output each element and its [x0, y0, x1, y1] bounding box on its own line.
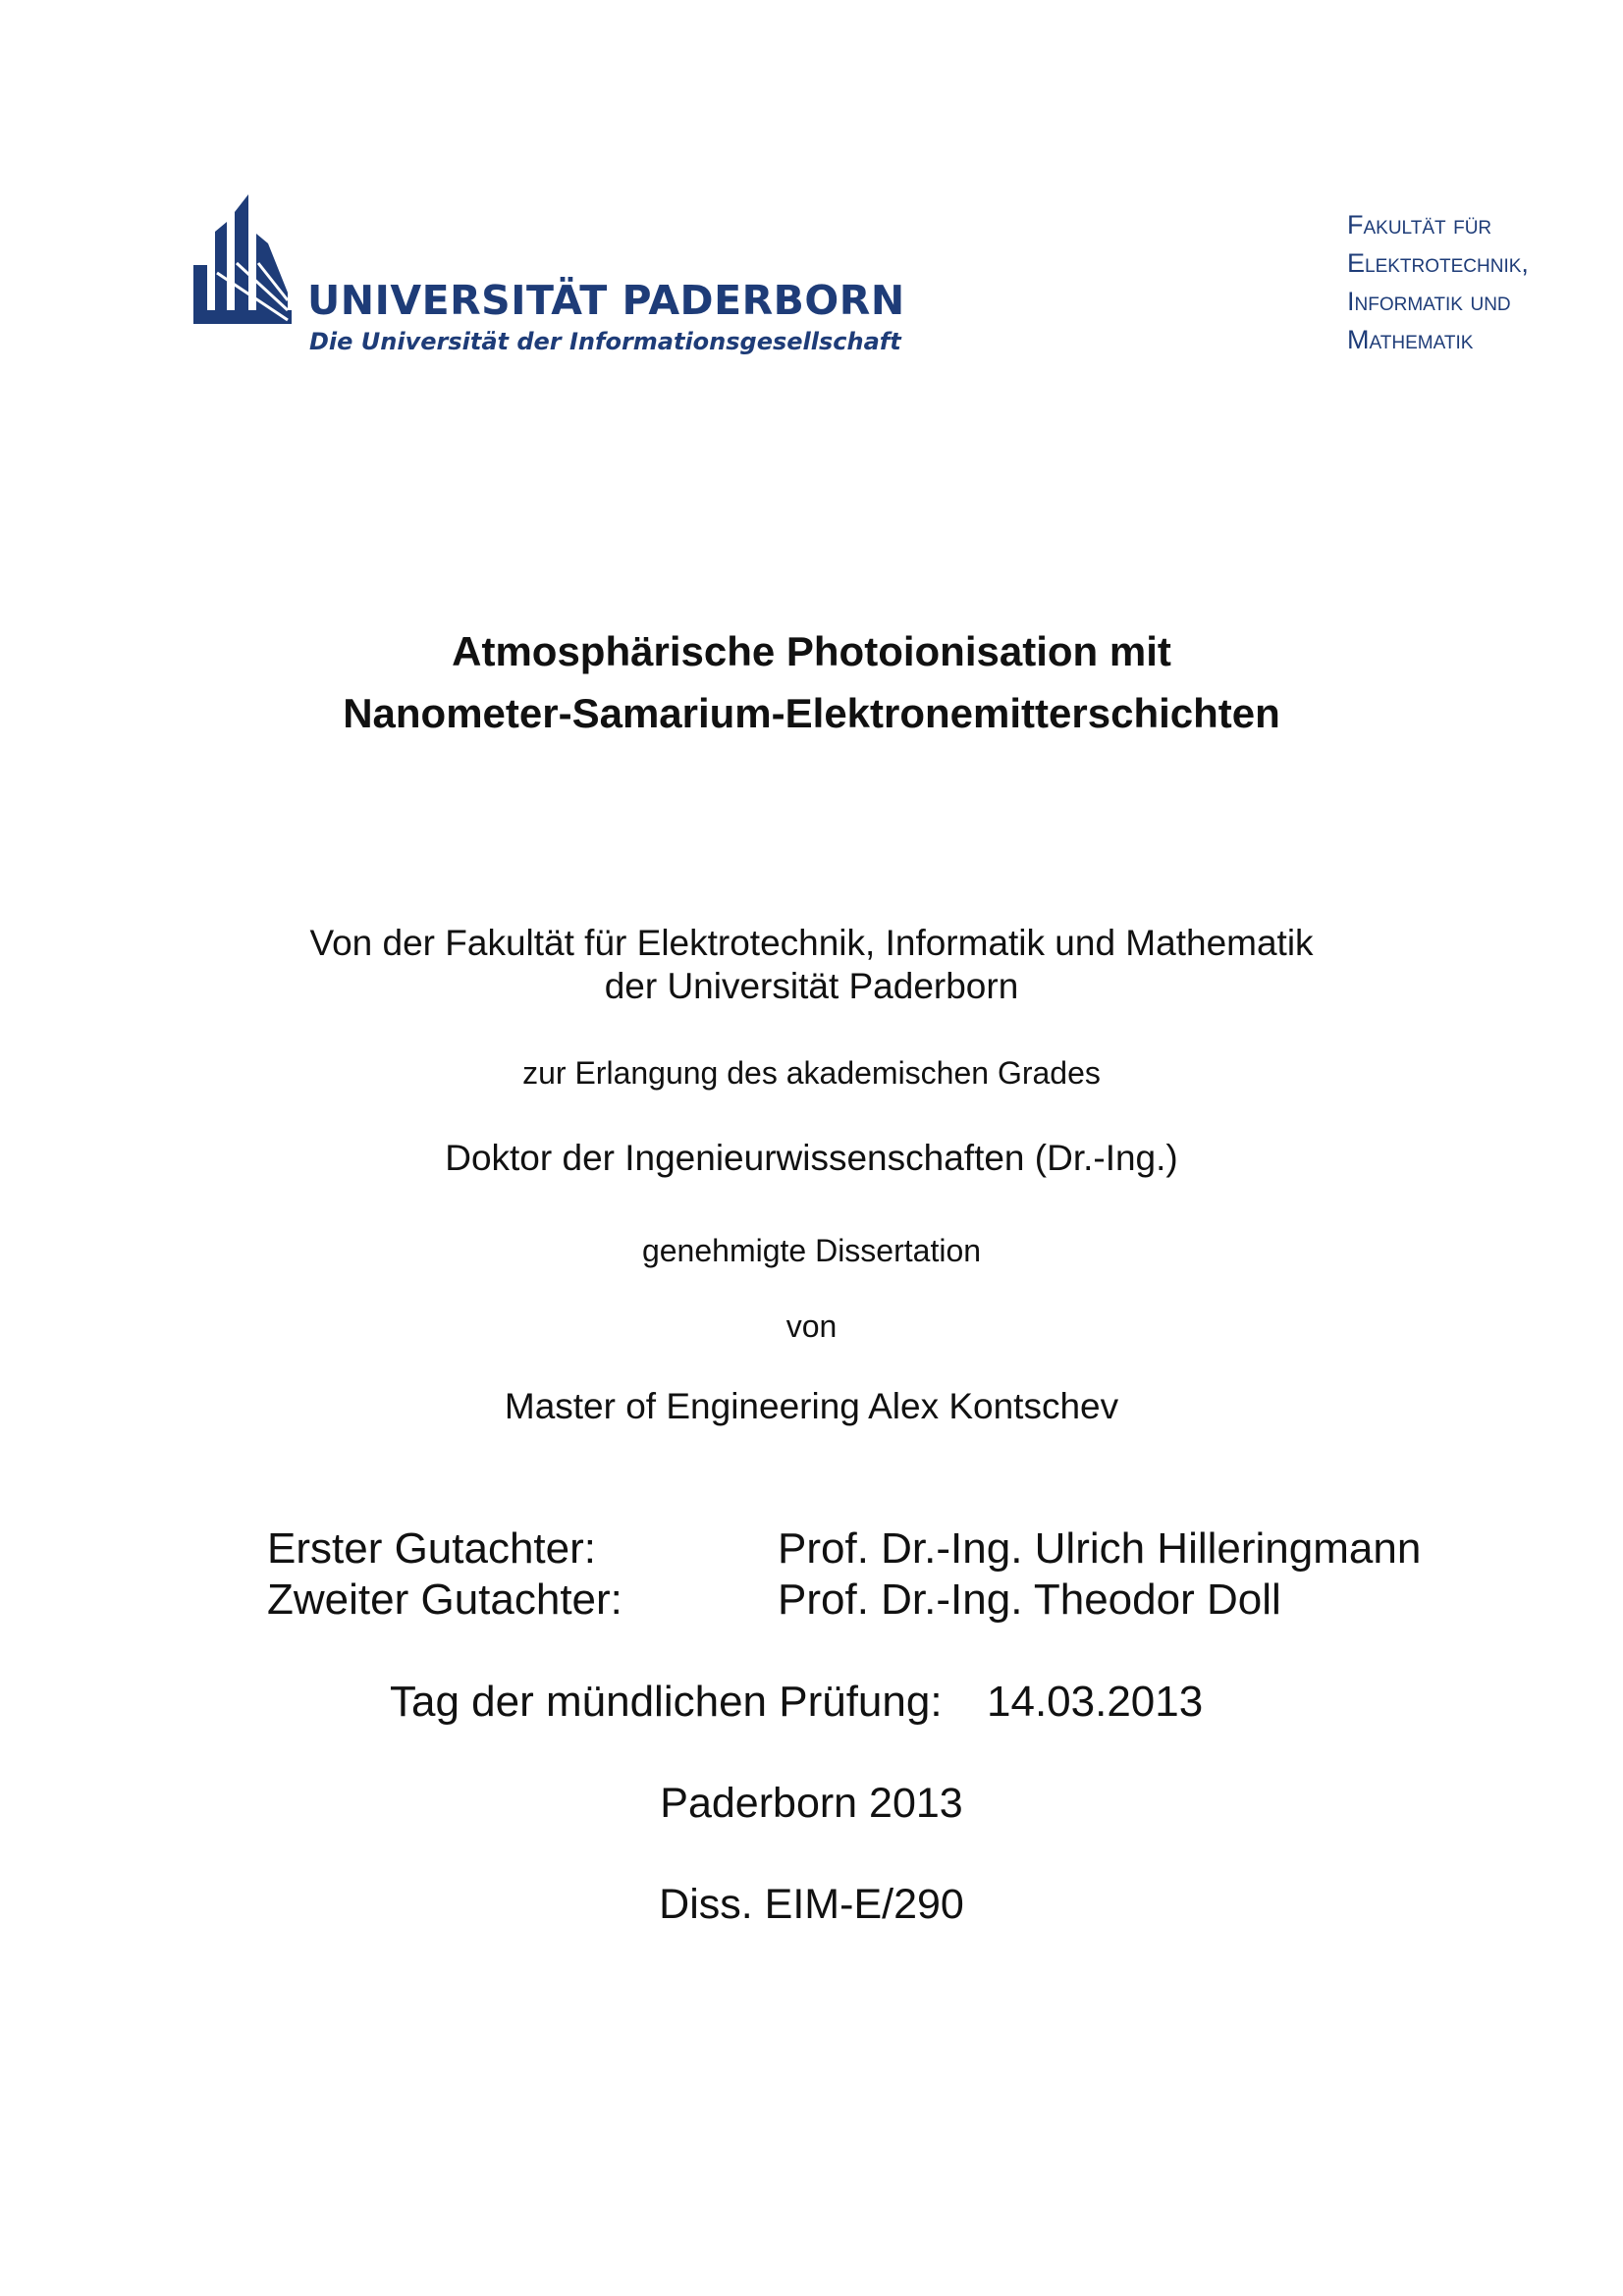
university-tagline: Die Universität der Informationsgesellschaft — [309, 328, 901, 355]
place-year: Paderborn 2013 — [660, 1780, 963, 1827]
degree-purpose: zur Erlangung des akademischen Grades — [522, 1055, 1101, 1091]
first-reviewer-name: Prof. Dr.-Ing. Ulrich Hilleringmann — [778, 1524, 1422, 1573]
by-label: von — [785, 1308, 838, 1344]
faculty-line: Elektrotechnik, — [1347, 248, 1529, 278]
degree-name: Doktor der Ingenieurwissenschaften (Dr.-Ing.) — [445, 1138, 1178, 1178]
second-reviewer-name: Prof. Dr.-Ing. Theodor Doll — [778, 1575, 1281, 1624]
dissertation-title-line-2: Nanometer-Samarium-Elektronemitterschichten — [343, 690, 1280, 736]
faculty-statement-line-2: der Universität Paderborn — [604, 966, 1019, 1006]
exam-date-label: Tag der mündlichen Prüfung: — [390, 1678, 943, 1726]
series-id: Diss. EIM-E/290 — [659, 1881, 964, 1928]
university-name: UNIVERSITÄT PADERBORN — [307, 277, 905, 324]
faculty-statement-line-1: Von der Fakultät für Elektrotechnik, Informatik und Mathematik — [309, 923, 1314, 963]
faculty-name — [1347, 206, 1529, 359]
approved-dissertation: genehmigte Dissertation — [641, 1233, 982, 1268]
exam-date: 14.03.2013 — [987, 1678, 1204, 1726]
faculty-line: Fakultät für — [1347, 210, 1492, 240]
dissertation-title-line-1: Atmosphärische Photoionisation mit — [452, 628, 1171, 674]
university-logo — [193, 194, 905, 363]
first-reviewer-label: Erster Gutachter: — [267, 1524, 597, 1573]
faculty-line: Mathematik — [1347, 325, 1474, 354]
second-reviewer-label: Zweiter Gutachter: — [267, 1575, 622, 1624]
faculty-line: Informatik und — [1347, 287, 1511, 316]
paderborn-logo-icon — [193, 194, 301, 327]
author-name: Master of Engineering Alex Kontschev — [504, 1386, 1119, 1426]
